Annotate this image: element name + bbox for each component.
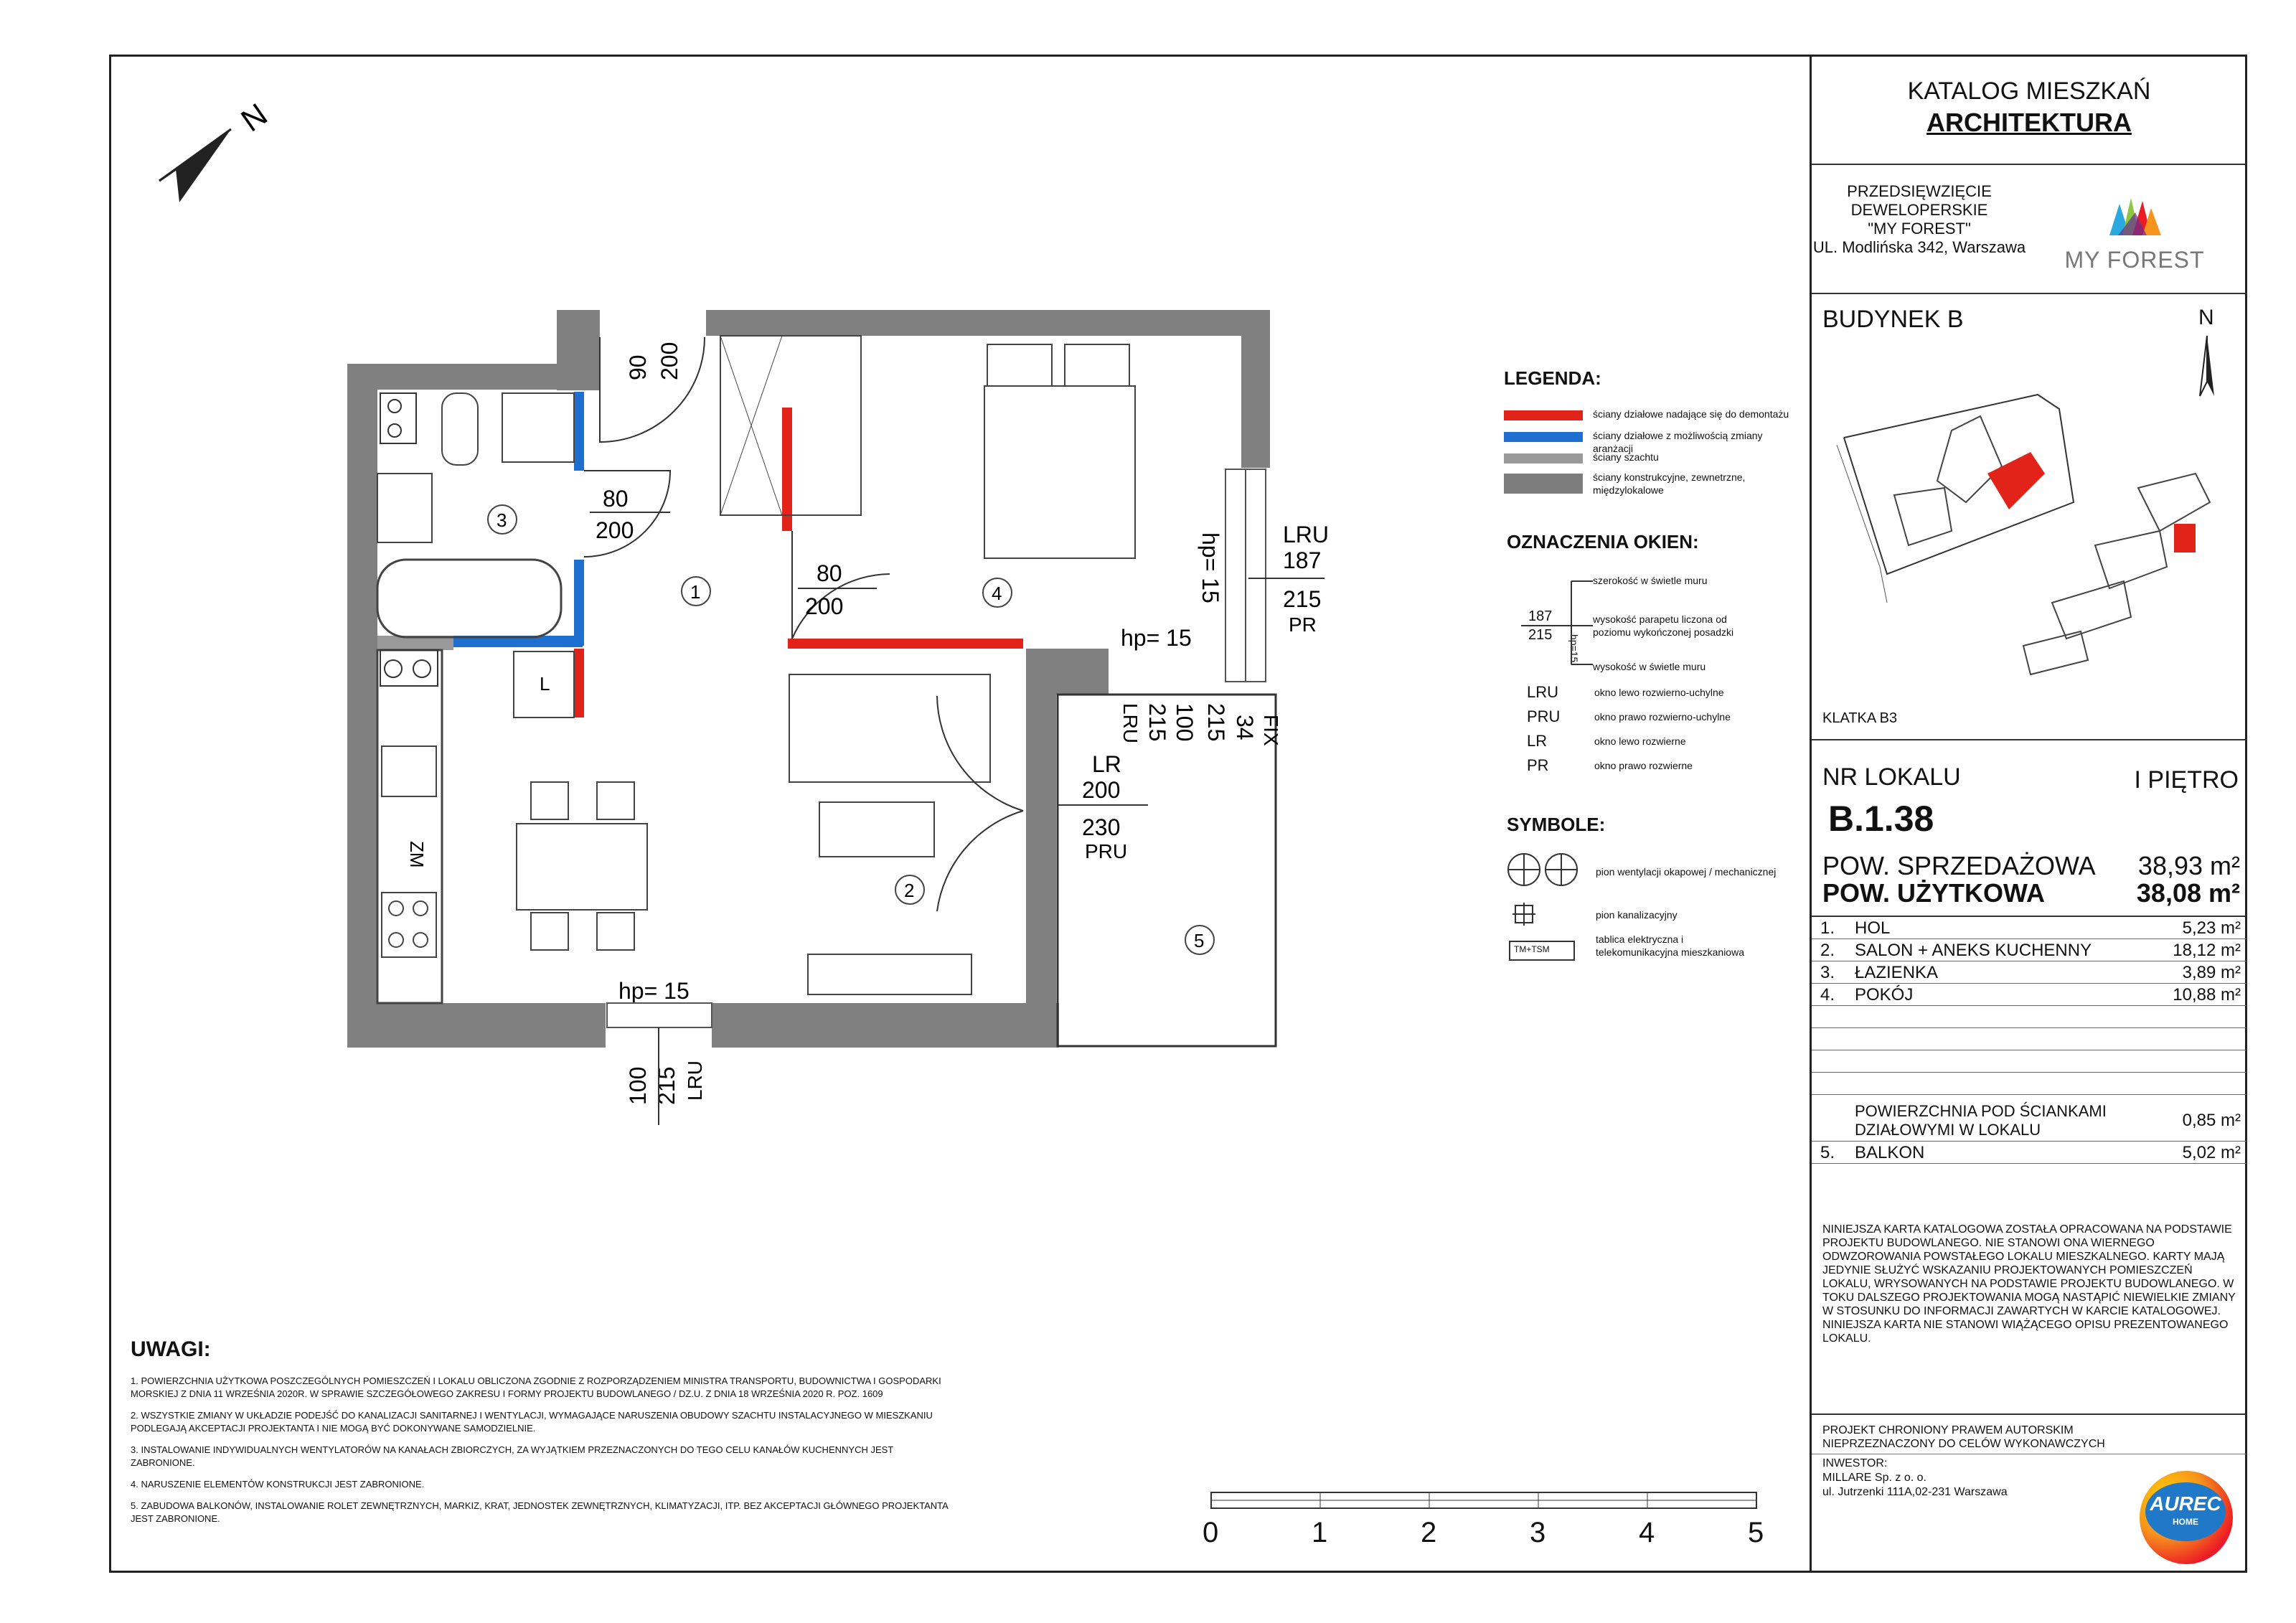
svg-text:FIX: FIX [1260, 715, 1282, 746]
note-2: 2. WSZYSTKIE ZMIANY W UKŁADZIE PODEJŚĆ DO KANALIZACJI SANITARNEJ I WENTYLACJI, WYMAGAJĄCE NARUSZENIA OBUDOWY SZACHTU INSTALACYJNEGO W MIESZKANIU PODLEGAJĄ AKCEPTACJI PROJEKTANTA I NIE MOGĄ BYĆ DOKONYWANE SAMODZIELNIE. [131, 1410, 933, 1434]
svg-text:100: 100 [625, 1066, 651, 1105]
modifiable-walls [453, 392, 584, 647]
room-number-1: 1 [690, 581, 701, 603]
project-info: PRZEDSIĘWZIĘCIE DEWELOPERSKIE "MY FOREST" UL. Modlińska 342, Warszawa [1812, 182, 2026, 256]
note-1: 1. POWIERZCHNIA UŻYTKOWA POSZCZEGÓLNYCH POMIESZCZEŃ I LOKALU OBLICZONA ZGODNIE Z ROZPORZĄDZENIEM MINISTRA TRANSPORTU, BUDOWNICTWA I GOSPODARKI MORSKIEJ Z DNIA 11 WRZEŚNIA 2020R. W SPRAWIE SZCZEGÓŁOWEGO ZAKRESU I FORMY PROJEKTU BUDOWLANEGO / DZ.U. Z DNIA 18 WRZEŚNIA 2020 R. POZ. 1609 [131, 1375, 941, 1399]
room-row: 3. ŁAZIENKA 3,89 m² [1812, 961, 2246, 984]
scale-3: 3 [1530, 1517, 1546, 1548]
svg-text:hp= 15: hp= 15 [1121, 625, 1192, 651]
scale-1: 1 [1312, 1517, 1328, 1548]
svg-text:hp= 15: hp= 15 [1198, 532, 1223, 603]
svg-text:hp= 15: hp= 15 [618, 978, 690, 1004]
removable-walls [574, 408, 1023, 718]
notes-list [131, 1375, 949, 1525]
unit-number: B.1.38 [1828, 799, 1934, 839]
svg-text:90: 90 [625, 354, 651, 380]
usable-area-label: POW. UŻYTKOWA [1822, 878, 2045, 908]
svg-text:LRU: LRU [1283, 522, 1330, 547]
room-number-4: 4 [992, 583, 1002, 604]
room-number-2: 2 [904, 880, 915, 901]
investor-info: INWESTOR: MILLARE Sp. z o. o. ul. Jutrzenki 111A,02-231 Warszawa [1822, 1457, 2008, 1498]
svg-text:LRU: LRU [1119, 703, 1142, 744]
scale-5: 5 [1748, 1517, 1764, 1548]
sale-area-value: 38,93 m² [2137, 851, 2240, 880]
scale-0: 0 [1203, 1517, 1219, 1548]
scale-4: 4 [1639, 1517, 1655, 1548]
balcony-row: 5. BALKON 5,02 m² [1812, 1142, 2246, 1164]
svg-text:LR: LR [1092, 751, 1121, 777]
sewer-icon [1512, 903, 1535, 926]
vent-icon [1508, 854, 1577, 885]
legend-swatch-shaft [1504, 453, 1583, 464]
legend-title: LEGENDA: [1504, 367, 1601, 389]
plan-north-label: N [235, 96, 274, 139]
svg-text:80: 80 [817, 560, 842, 586]
legend-swatch-red [1504, 410, 1583, 420]
disclaimer: NINIEJSZA KARTA KATALOGOWA ZOSTAŁA OPRACOWANA NA PODSTAWIE PROJEKTU BUDOWLANEGO. NIE STANOWI ONA WIERNEGO ODWZOROWANIA POWSTAŁEGO LOKALU MIESZKALNEGO. KARTY MAJĄ JEDYNIE SŁUŻYĆ WSKAZANIU PROJEKTOWANYCH POMIESZCZEŃ LOKALU, WRYSOWANYCH NA PODSTAWIE PROJEKTU BUDOWLANEGO. W TOKU DALSZEGO PROJEKTOWANIA MOGĄ NASTĄPIĆ NIEWIELKIE ZMIANY W STOSUNKU DO INFORMACJI ZAWARTYCH W KARCIE KATALOGOWEJ. NINIEJSZA KARTA NIE STANOWI WIĄŻĄCEGO OPISU PREZENTOWANEGO LOKALU. [1822, 1223, 2236, 1345]
notes-title: UWAGI: [131, 1337, 211, 1361]
kitchen-zm-label: ZM [406, 841, 428, 868]
fridge-l-label: L [540, 673, 550, 695]
note-5: 5. ZABUDOWA BALKONÓW, INSTALOWANIE ROLET ZEWNĘTRZNYCH, MARKIZ, KRAT, JEDNOSTEK ZEWNĘTRZNYCH, KLIMATYZACJI, ITP. BEZ AKCEPTACJI GŁÓWNEGO PROJEKTANTA JEST ZABRONIONE. [131, 1500, 949, 1524]
svg-text:LRU: LRU [684, 1060, 706, 1101]
header-line2: ARCHITEKTURA [1926, 108, 2132, 137]
legend-list: ściany działowe nadające się do demontażu ściany działowe z możliwością zmiany aranżacji ściany szachtu ściany konstrukcyjne, zewnetrzne, międzylokalowe [1504, 406, 1805, 502]
scale-bar [1205, 1490, 1794, 1533]
svg-text:215: 215 [1283, 586, 1322, 612]
room-row: 4. POKÓJ 10,88 m² [1812, 984, 2246, 1006]
partition-row: POWIERZCHNIA POD ŚCIANKAMI DZIAŁOWYMI W LOKALU 0,85 m² [1812, 1095, 2246, 1142]
room-row: 2. SALON + ANEKS KUCHENNY 18,12 m² [1812, 939, 2246, 961]
aurec-logo-text: AUREC [2150, 1492, 2221, 1515]
svg-text:34: 34 [1232, 715, 1258, 740]
window-legend-lines [1521, 574, 1600, 674]
svg-text:200: 200 [657, 342, 682, 380]
north-arrow-icon [159, 129, 231, 202]
aurec-logo-sub: HOME [2173, 1517, 2198, 1527]
my-forest-logo-text: MY FOREST [2064, 247, 2205, 273]
svg-text:PRU: PRU [1085, 840, 1128, 862]
svg-text:215: 215 [654, 1066, 679, 1105]
building-title: BUDYNEK B [1822, 306, 1964, 333]
window-types: LRU okno lewo rozwierno-uchylne PRU okno prawo rozwierno-uchylne LR okno lewo rozwierne PR okno prawo rozwierne [1527, 683, 1731, 774]
svg-text:PR: PR [1289, 613, 1317, 636]
note-3: 3. INSTALOWANIE INDYWIDUALNYCH WENTYLATORÓW NA KANAŁACH ZBIORCZYCH, ZA WYJĄTKIEM PRZEZNACZONYCH DO TEGO CELU KANAŁÓW KUCHENNYCH JEST ZABRONIONE. [131, 1444, 894, 1468]
unit-nr-label: NR LOKALU [1822, 763, 1961, 791]
svg-text:100: 100 [1172, 703, 1198, 742]
svg-text:230: 230 [1082, 814, 1121, 840]
svg-text:200: 200 [805, 593, 844, 619]
note-4: 4. NARUSZENIE ELEMENTÓW KONSTRUKCJI JEST ZABRONIONE. [131, 1479, 425, 1490]
header-line1: KATALOG MIESZKAŃ [1907, 77, 2151, 105]
scale-2: 2 [1421, 1517, 1437, 1548]
unit-floor: I PIĘTRO [2134, 766, 2239, 794]
windows-title: OZNACZENIA OKIEN: [1507, 531, 1699, 552]
svg-text:80: 80 [603, 486, 629, 512]
rooms-table [1812, 917, 2246, 1164]
sale-area-label: POW. SPRZEDAŻOWA [1822, 851, 2096, 880]
room-row: 1. HOL 5,23 m² [1812, 917, 2246, 939]
room-number-3: 3 [497, 509, 507, 531]
klatka-label: KLATKA B3 [1822, 710, 1898, 726]
building-north: N [2198, 306, 2214, 329]
symbols-title: SYMBOLE: [1507, 814, 1606, 835]
svg-text:200: 200 [1082, 777, 1121, 803]
svg-text:215: 215 [1144, 703, 1170, 742]
site-plan [1822, 387, 2239, 689]
usable-area-value: 38,08 m² [2136, 878, 2240, 908]
svg-text:215: 215 [1203, 703, 1229, 742]
structural-walls [347, 310, 1270, 1048]
legend-swatch-struct [1504, 474, 1583, 494]
room-number-5: 5 [1194, 930, 1205, 951]
svg-text:200: 200 [596, 517, 634, 543]
copyright-note: PROJEKT CHRONIONY PRAWEM AUTORSKIM NIEPRZEZNACZONY DO CELÓW WYKONAWCZYCH [1822, 1424, 2105, 1450]
door-swings [584, 337, 1023, 911]
legend-swatch-blue [1504, 432, 1583, 442]
svg-text:187: 187 [1283, 547, 1322, 573]
my-forest-logo-icon [2107, 191, 2164, 238]
